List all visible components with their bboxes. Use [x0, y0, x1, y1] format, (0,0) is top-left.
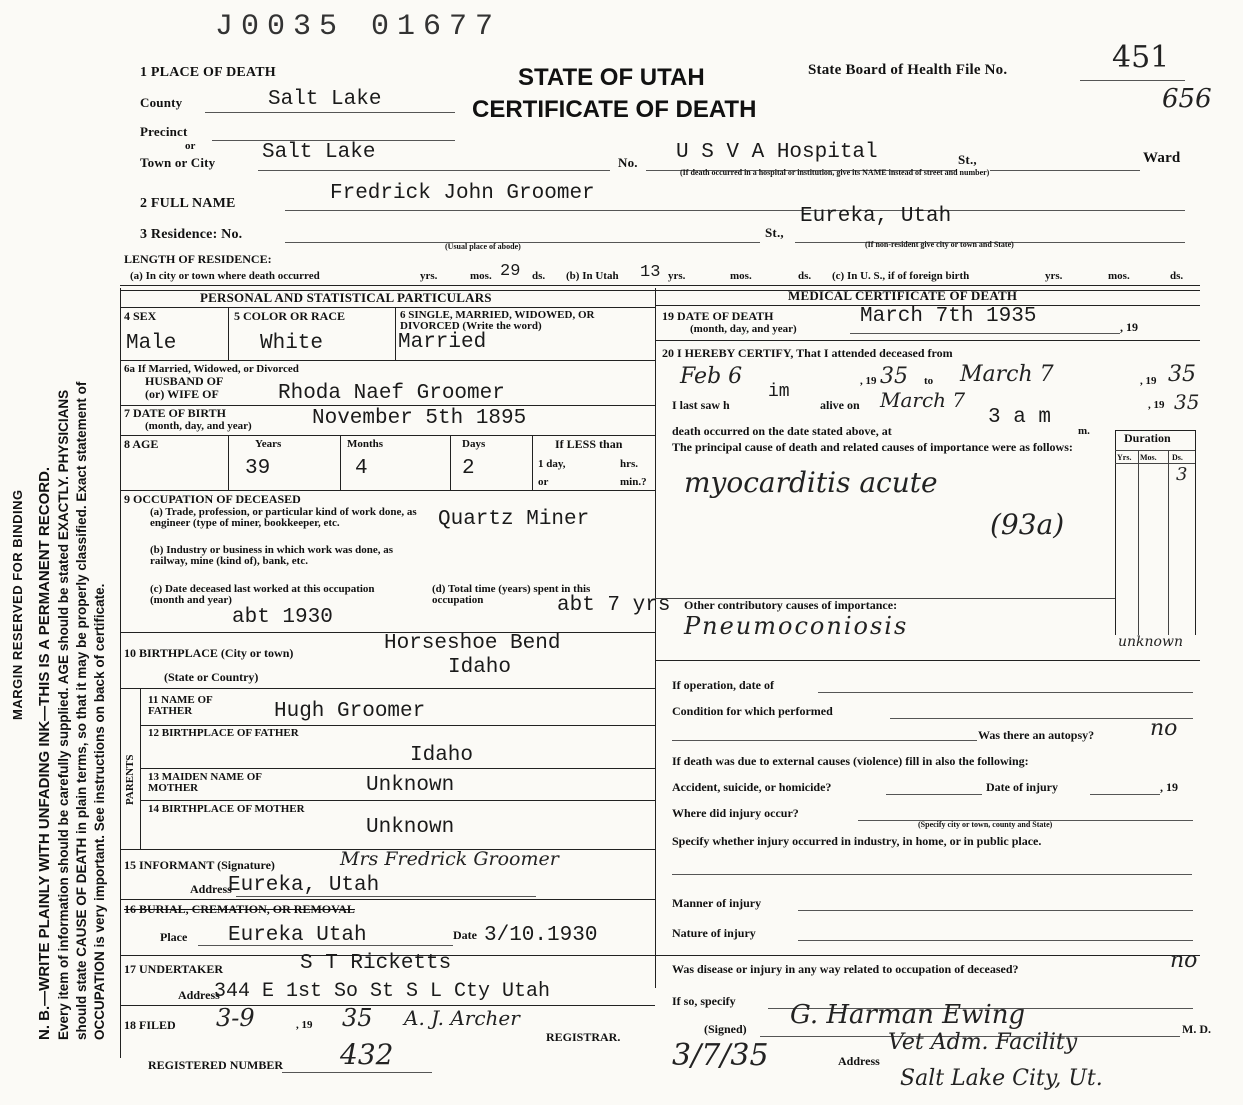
informant-address-value: Eureka, Utah — [228, 874, 380, 897]
operation-label: If operation, date of — [672, 678, 774, 692]
m-label: m. — [1078, 425, 1090, 437]
months-label: Months — [347, 438, 384, 450]
age-label: 8 AGE — [124, 437, 159, 451]
registrar-signature: A. J. Archer — [404, 1006, 520, 1030]
filed-19-label: , 19 — [296, 1019, 313, 1031]
margin-nb-note: N. B.—WRITE PLAINLY WITH UNFADING INK—THIS IS A PERMANENT RECORD. — [36, 466, 53, 1040]
occ-a-label: (a) Trade, profession, or particular kind of work done, as engineer (type of miner, bookkeeper, etc. — [150, 506, 417, 529]
where-injury-label: Where did injury occur? — [672, 806, 799, 820]
residence-st-label: St., — [765, 225, 784, 240]
burial-label: 16 BURIAL, CREMATION, OR REMOVAL — [124, 902, 355, 916]
death-occurred-label: death occurred on the date stated above, at — [672, 424, 892, 438]
residence-value: Eureka, Utah — [800, 205, 952, 228]
marital-label: 6 SINGLE, MARRIED, WIDOWED, OR DIVORCED (Write the word) — [400, 309, 595, 332]
physician-address-line2: Salt Lake City, Ut. — [900, 1066, 1103, 1091]
occ-d-label: (d) Total time (years) spent in this occupation — [432, 583, 591, 606]
one-day-label: 1 day, — [538, 458, 566, 470]
margin-binding-note: MARGIN RESERVED FOR BINDING — [10, 489, 25, 720]
total-time-value: abt 7 yrs — [557, 594, 671, 617]
father-label: 11 NAME OF FATHER — [148, 694, 213, 717]
precinct-label: Precinct — [140, 124, 188, 139]
time-of-death-value: 3 a m — [988, 406, 1052, 429]
physician-signature: G. Harman Ewing — [790, 1000, 1026, 1030]
age-years-value: 39 — [245, 457, 271, 480]
duration-ds-value: 3 — [1176, 464, 1188, 485]
reg-number-label: REGISTERED NUMBER — [148, 1058, 284, 1072]
burial-date-label: Date — [453, 928, 477, 942]
condition-label: Condition for which performed — [672, 704, 833, 718]
burial-date-value: 3/10.1930 — [484, 924, 598, 947]
date-injury-label: Date of injury — [986, 780, 1058, 794]
injury-19-label: , 19 — [1160, 780, 1178, 794]
to-label: to — [924, 375, 934, 387]
color-value: White — [260, 332, 324, 355]
filed-year-value: 35 — [342, 1004, 373, 1032]
res-a-label: (a) In city or town where death occurred — [130, 270, 320, 282]
dod-19-label: , 19 — [1120, 320, 1138, 334]
dob-value: November 5th 1895 — [312, 407, 527, 430]
res-days-value: 29 — [500, 262, 521, 281]
res-b-yrs: yrs. — [668, 270, 686, 282]
signed-label: (Signed) — [704, 1022, 747, 1036]
file-number-handwritten: 656 — [1162, 84, 1212, 114]
dod-value: March 7th 1935 — [860, 305, 1037, 328]
if-so-label: If so, specify — [672, 994, 736, 1008]
res-b-label: (b) In Utah — [566, 270, 619, 282]
attended-from-value: Feb 6 — [680, 364, 743, 389]
state-title: STATE OF UTAH — [518, 64, 705, 91]
certify-label: 20 I HEREBY CERTIFY, That I attended deceased from — [662, 346, 953, 360]
husband-of-label: HUSBAND OF — [145, 374, 224, 388]
occ-c-label: (c) Date deceased last worked at this occupation (month and year) — [150, 583, 375, 606]
medical-header: MEDICAL CERTIFICATE OF DEATH — [788, 288, 1018, 303]
res-c-yrs: yrs. — [1045, 270, 1063, 282]
hospital-value: U S V A Hospital — [676, 141, 878, 164]
or-label: or — [185, 140, 196, 152]
other-cause-value: Pneumoconiosis — [684, 612, 909, 640]
birthplace-city-value: Horseshoe Bend — [384, 632, 561, 655]
usual-place-note: (Usual place of abode) — [445, 242, 521, 251]
physician-address-label: Address — [838, 1054, 880, 1068]
sex-label: 4 SEX — [124, 309, 157, 323]
age-days-value: 2 — [462, 457, 475, 480]
filed-date-value: 3-9 — [216, 1004, 255, 1032]
registrar-label: REGISTRAR. — [546, 1030, 621, 1044]
days-label: Days — [462, 438, 486, 450]
undertaker-value: S T Ricketts — [300, 952, 452, 975]
duration-ds-label: Ds. — [1172, 453, 1183, 462]
birthplace-state-value: Idaho — [448, 656, 512, 679]
filed-label: 18 FILED — [124, 1018, 176, 1032]
nonresident-note: (If non-resident give city or town and State) — [865, 240, 1014, 249]
marital-value: Married — [398, 331, 487, 354]
state-country-label: (State or Country) — [164, 670, 259, 684]
autopsy-value: no — [1150, 716, 1178, 741]
full-name-label: 2 FULL NAME — [140, 196, 236, 211]
personal-header: PERSONAL AND STATISTICAL PARTICULARS — [200, 290, 492, 305]
residence-label: 3 Residence: No. — [140, 227, 243, 242]
duration-mos-label: Mos. — [1140, 453, 1157, 462]
mother-value: Unknown — [366, 774, 455, 797]
signed-date-value: 3/7/35 — [672, 1038, 769, 1073]
other-duration-value: unknown — [1118, 634, 1183, 650]
sex-value: Male — [126, 332, 177, 355]
to-19-label: , 19 — [1140, 375, 1157, 387]
dob-sub-label: (month, day, and year) — [145, 420, 252, 432]
undertaker-address-label: Address — [178, 988, 220, 1002]
cause-value: myocarditis acute — [684, 466, 938, 499]
cause-code-value: (93a) — [990, 508, 1065, 541]
last-saw-value: im — [768, 382, 790, 402]
occupation-value: Quartz Miner — [438, 508, 590, 531]
external-label: If death was due to external causes (violence) fill in also the following: — [672, 754, 1029, 768]
res-a-yrs: yrs. — [420, 270, 438, 282]
md-label: M. D. — [1182, 1022, 1211, 1036]
margin-instruction-line2: Every item of information should be carefully supplied. AGE should be stated EXACTLY. PHYSICIANS — [56, 389, 71, 1040]
res-b-ds: ds. — [798, 270, 812, 282]
years-label: Years — [255, 438, 282, 450]
occ-b-label: (b) Industry or business in which work was done, as railway, mine (kind of), bank, etc. — [150, 544, 394, 567]
informant-label: 15 INFORMANT (Signature) — [124, 858, 275, 872]
father-value: Hugh Groomer — [274, 700, 426, 723]
hrs-label: hrs. — [620, 458, 639, 470]
burial-place-label: Place — [160, 930, 188, 944]
mother-bp-value: Unknown — [366, 816, 455, 839]
other-causes-label: Other contributory causes of importance: — [684, 598, 898, 612]
spouse-value: Rhoda Naef Groomer — [278, 382, 505, 405]
if-less-label: If LESS than — [555, 437, 623, 451]
town-city-label: Town or City — [140, 155, 216, 170]
file-number: 451 — [1112, 40, 1170, 75]
res-a-ds: ds. — [532, 270, 546, 282]
dod-sub-label: (month, day, and year) — [690, 323, 797, 335]
ward-label: Ward — [1143, 150, 1181, 166]
res-c-mos: mos. — [1108, 270, 1130, 282]
reg-number-value: 432 — [340, 1038, 394, 1071]
full-name-value: Fredrick John Groomer — [330, 182, 595, 205]
physician-address-line1: Vet Adm. Facility — [888, 1030, 1078, 1055]
place-of-death-label: 1 PLACE OF DEATH — [140, 65, 276, 80]
wife-of-label: (or) WIFE OF — [145, 387, 219, 401]
board-file-label: State Board of Health File No. — [808, 62, 1008, 78]
from-19-label: , 19 — [860, 375, 877, 387]
alive-19-label: , 19 — [1148, 399, 1165, 411]
occupation-related-label: Was disease or injury in any way related to occupation of deceased? — [672, 962, 1019, 976]
nature-label: Nature of injury — [672, 926, 756, 940]
occupation-related-value: no — [1170, 948, 1198, 973]
last-worked-value: abt 1930 — [232, 606, 333, 629]
dob-label: 7 DATE OF BIRTH — [124, 406, 226, 420]
or-min-label: or — [538, 476, 549, 488]
informant-signature: Mrs Fredrick Groomer — [340, 848, 559, 870]
street-no-label: No. — [618, 155, 638, 170]
occupation-label: 9 OCCUPATION OF DECEASED — [124, 492, 301, 506]
county-value: Salt Lake — [268, 88, 382, 111]
hospital-note: (If death occurred in a hospital or institution, give its NAME instead of street and number) — [680, 168, 990, 177]
parents-label: PARENTS — [124, 754, 136, 805]
last-saw-label: I last saw h — [672, 398, 730, 412]
accident-label: Accident, suicide, or homicide? — [672, 780, 832, 794]
autopsy-label: Was there an autopsy? — [978, 728, 1095, 742]
father-bp-label: 12 BIRTHPLACE OF FATHER — [148, 727, 299, 739]
to-year-value: 35 — [1168, 362, 1196, 387]
length-res-label: LENGTH OF RESIDENCE: — [124, 252, 272, 266]
alive-year-value: 35 — [1174, 390, 1200, 414]
res-c-label: (c) In U. S., if of foreign birth — [832, 270, 970, 282]
alive-on-label: alive on — [820, 398, 860, 412]
age-months-value: 4 — [355, 457, 368, 480]
informant-address-label: Address — [190, 882, 232, 896]
county-label: County — [140, 95, 183, 110]
alive-on-value: March 7 — [880, 388, 966, 412]
from-year-value: 35 — [880, 364, 908, 389]
margin-instruction-line3: should state CAUSE OF DEATH in plain terms, so that it may be properly classified. Exact statement of — [74, 381, 89, 1040]
birthplace-label: 10 BIRTHPLACE (City or town) — [124, 646, 294, 660]
dod-label: 19 DATE OF DEATH — [662, 309, 774, 323]
spouse-a-label: 6a If Married, Widowed, or Divorced — [124, 363, 299, 375]
undertaker-label: 17 UNDERTAKER — [124, 962, 224, 976]
certificate-title: CERTIFICATE OF DEATH — [472, 96, 757, 123]
res-c-ds: ds. — [1170, 270, 1184, 282]
principal-cause-label: The principal cause of death and related causes of importance were as follows: — [672, 440, 1073, 454]
street-label: St., — [958, 152, 977, 167]
mother-bp-label: 14 BIRTHPLACE OF MOTHER — [148, 803, 305, 815]
duration-label: Duration — [1124, 431, 1171, 445]
duration-yrs-label: Yrs. — [1117, 453, 1132, 462]
color-label: 5 COLOR OR RACE — [234, 309, 346, 323]
specify-where-label: Specify whether injury occurred in industry, in home, or in public place. — [672, 834, 1042, 848]
res-b-mos: mos. — [730, 270, 752, 282]
undertaker-address-value: 344 E 1st So St S L Cty Utah — [214, 980, 551, 1003]
burial-place-value: Eureka Utah — [228, 924, 367, 947]
specify-city-note: (Specify city or town, county and State) — [918, 820, 1053, 829]
father-bp-value: Idaho — [410, 744, 474, 767]
res-a-mos: mos. — [470, 270, 492, 282]
attended-to-value: March 7 — [960, 362, 1054, 387]
mother-label: 13 MAIDEN NAME OF MOTHER — [148, 771, 262, 794]
margin-instruction-line4: OCCUPATION is very important. See instructions on back of certificate. — [92, 583, 107, 1040]
min-label: min.? — [620, 476, 647, 488]
res-utah-value: 13 — [640, 263, 661, 282]
town-city-value: Salt Lake — [262, 141, 376, 164]
manner-label: Manner of injury — [672, 896, 762, 910]
serial-number: J0035 01677 — [215, 10, 502, 44]
